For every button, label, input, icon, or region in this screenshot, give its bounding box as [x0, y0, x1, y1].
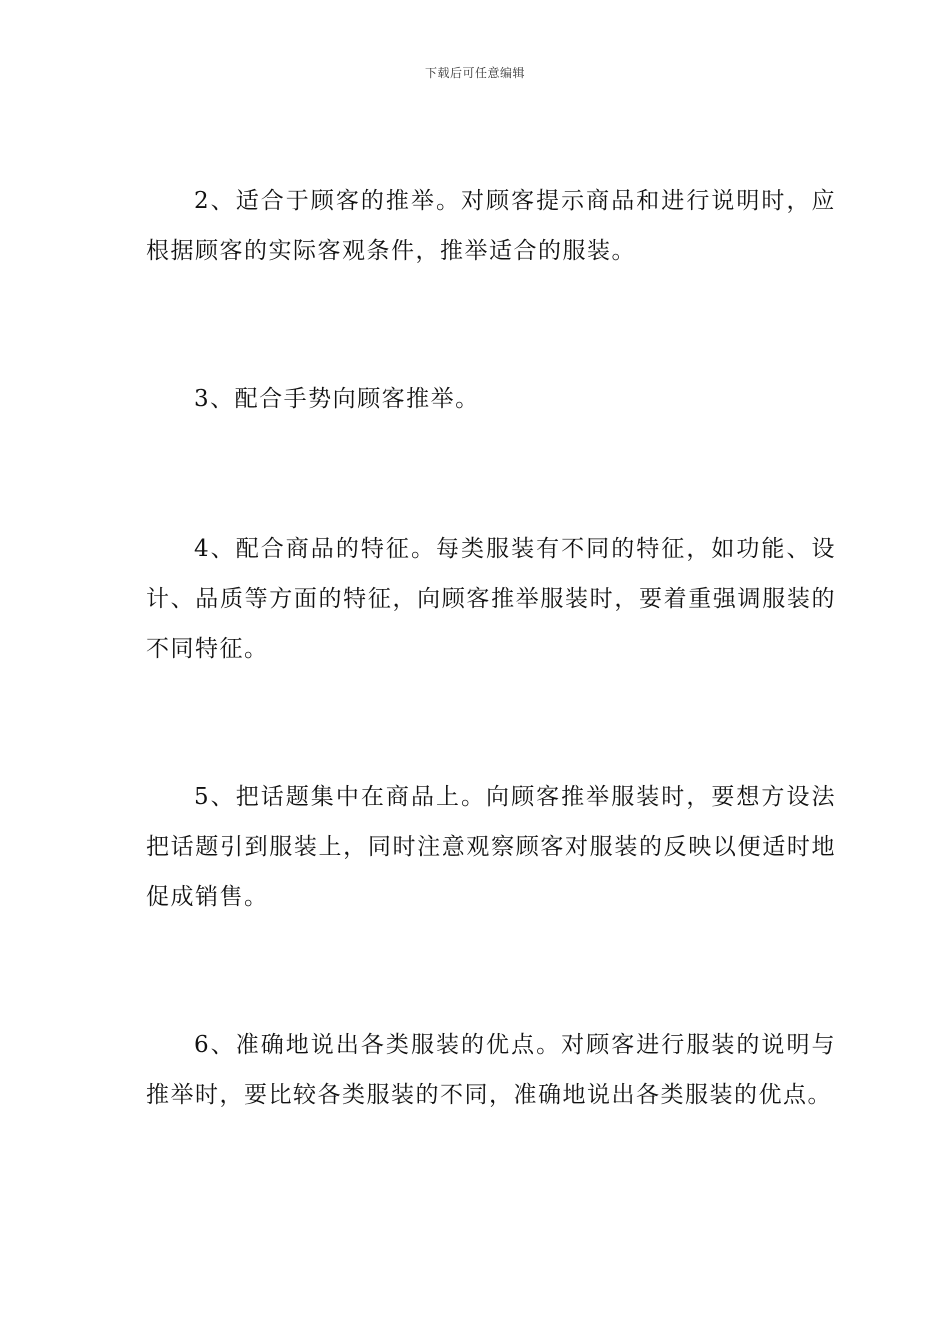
header-note: 下载后可任意编辑: [424, 66, 525, 80]
paragraph-item-5: 5、把话题集中在商品上。向顾客推举服装时，要想方设法把话题引到服装上，同时注意观察顾客对服装的反映以便适时地促成销售。: [146, 784, 836, 910]
paragraph-item-6: 6、准确地说出各类服装的优点。对顾客进行服装的说明与推举时，要比较各类服装的不同，准确地说出各类服装的优点。: [146, 1032, 836, 1108]
paragraph-item-3: 3、配合手势向顾客推举。: [194, 386, 480, 412]
paragraph-item-4: 4、配合商品的特征。每类服装有不同的特征，如功能、设计、品质等方面的特征，向顾客推举服装时，要着重强调服装的不同特征。: [146, 536, 836, 662]
paragraph-item-2: 2、适合于顾客的推举。对顾客提示商品和进行说明时，应根据顾客的实际客观条件，推举适合的服装。: [146, 188, 836, 264]
